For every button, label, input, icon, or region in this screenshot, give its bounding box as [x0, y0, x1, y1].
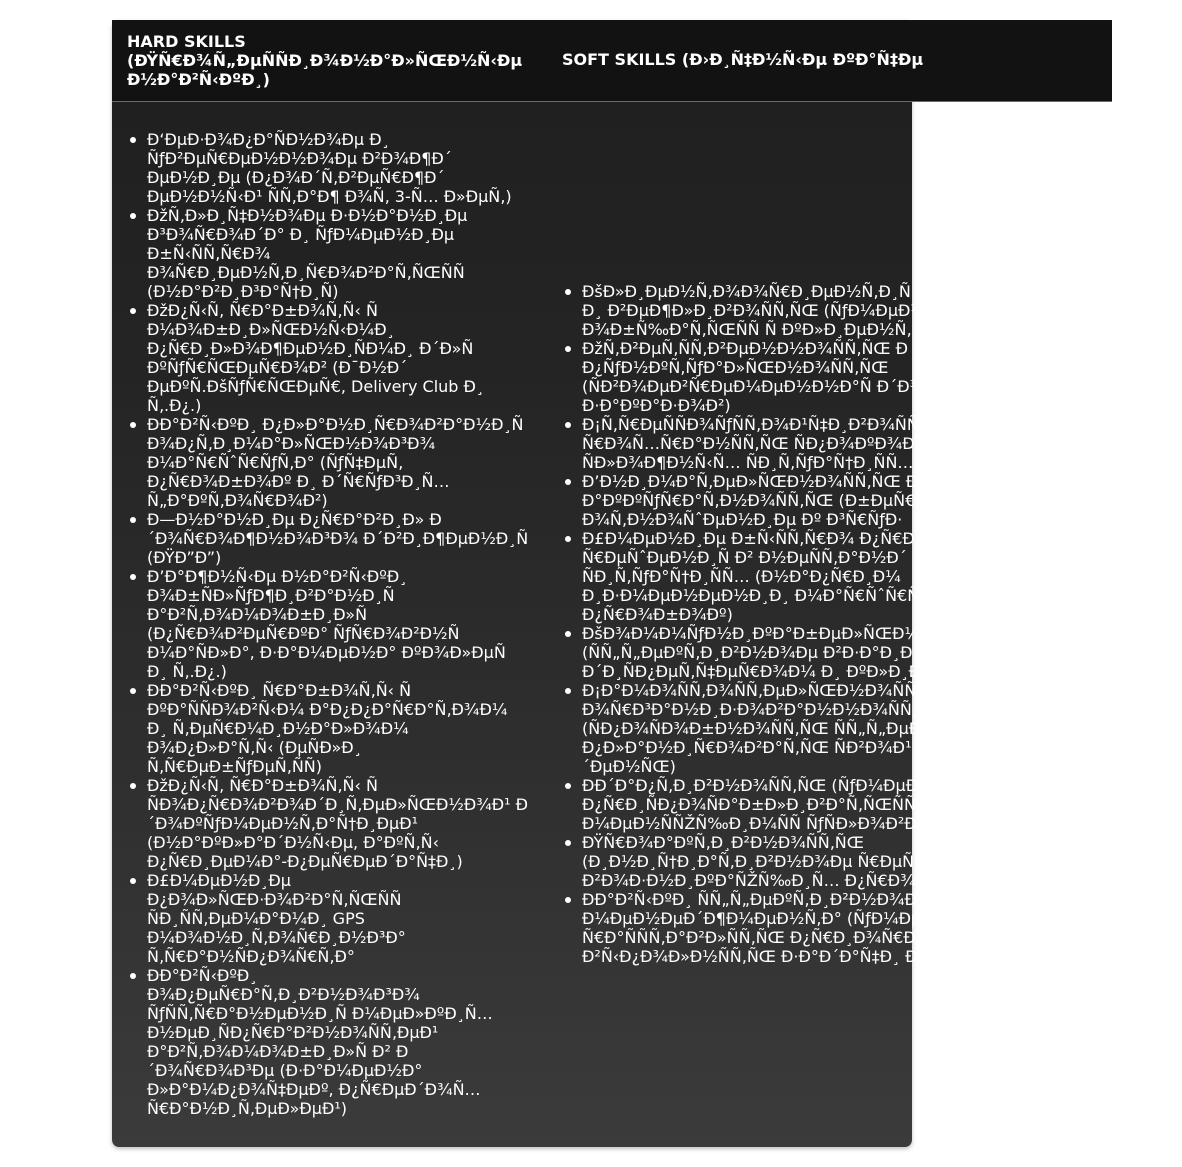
soft-skills-list: [562, 282, 1182, 966]
soft-skill-item: ÐšÐ¾Ð¼Ð¼ÑƒÐ½Ð¸ÐºÐ°Ð±ÐµÐ»ÑŒÐ½Ð¾ÑÑ‚ (ÑÑ„Ñ„ÐµÐºÑ‚Ð¸Ð²Ð½Ð¾Ðµ Ð²Ð·Ð°Ð¸Ð¼ Ð´Ð¸ÑÐ¿ÐµÑ‚Ñ‡ÐµÑ€Ð¾Ð¼ Ð¸ ÐºÐ»Ð¸ÐµÐ½: [562, 624, 1182, 681]
soft-skill-item: ÐŸÑ€Ð¾Ð°ÐºÑ‚Ð¸Ð²Ð½Ð¾ÑÑ‚ÑŒ (Ð¸Ð½Ð¸Ñ†Ð¸Ð°Ñ‚Ð¸Ð²Ð½Ð¾Ðµ Ñ€ÐµÑˆÐµÐ½ Ð²Ð¾Ð·Ð½Ð¸ÐºÐ°ÑŽÑ‰Ð¸Ñ… Ð¿Ñ€Ð¾Ð±: [562, 833, 1182, 890]
hard-skill-item: ÐžÐ¿Ñ‹Ñ‚ Ñ€Ð°Ð±Ð¾Ñ‚Ñ‹ Ñ ÑÐ¾Ð¿Ñ€Ð¾Ð²Ð¾Ð´Ð¸Ñ‚ÐµÐ»ÑŒÐ½Ð¾Ð¹ Ð ´Ð¾ÐºÑƒÐ¼ÐµÐ½Ñ‚Ð°Ñ†Ð¸ÐµÐ¹ (Ð½Ð°ÐºÐ»Ð°Ð´Ð½Ñ‹Ðµ, Ð°ÐºÑ‚Ñ‹ Ð¿Ñ€Ð¸ÐµÐ¼Ð°-Ð¿ÐµÑ€ÐµÐ´Ð°Ñ‡Ð¸): [127, 776, 537, 871]
soft-skill-item: Ð£Ð¼ÐµÐ½Ð¸Ðµ Ð±Ñ‹ÑÑ‚Ñ€Ð¾ Ð¿Ñ€Ð¸ Ñ€ÐµÑˆÐµÐ½Ð¸Ñ Ð² Ð½ÐµÑÑ‚Ð°Ð½Ð´ ÑÐ¸Ñ‚ÑƒÐ°Ñ†Ð¸ÑÑ… (Ð½Ð°Ð¿Ñ€Ð¸Ð¼ Ð¸Ð·Ð¼ÐµÐ½ÐµÐ½Ð¸Ð¸ Ð¼Ð°Ñ€ÑˆÑ€ÑƒÑ‚Ð° Ð¿Ñ€Ð¾Ð±Ð¾Ðº): [562, 529, 1182, 624]
hard-skill-item: Ð‘ÐµÐ·Ð¾Ð¿Ð°ÑÐ½Ð¾Ðµ Ð¸ ÑƒÐ²ÐµÑ€ÐµÐ½Ð½Ð¾Ðµ Ð²Ð¾Ð¶Ð´ ÐµÐ½Ð¸Ðµ (Ð¿Ð¾Ð´Ñ‚Ð²ÐµÑ€Ð¶Ð´ ÐµÐ½Ð½Ñ‹Ð¹ ÑÑ‚Ð°Ð¶ Ð¾Ñ‚ 3-Ñ… Ð»ÐµÑ‚): [127, 130, 537, 206]
soft-skill-item: Ð’Ð½Ð¸Ð¼Ð°Ñ‚ÐµÐ»ÑŒÐ½Ð¾ÑÑ‚ÑŒ Ðº Ð°ÐºÐºÑƒÑ€Ð°Ñ‚Ð½Ð¾ÑÑ‚ÑŒ (Ð±ÐµÑ€ÐµÐ¶ Ð¾Ñ‚Ð½Ð¾ÑˆÐµÐ½Ð¸Ðµ Ðº Ð³Ñ€ÑƒÐ·: [562, 472, 1182, 529]
hard-skill-item: ÐÐ°Ð²Ñ‹ÐºÐ¸ Ð¾Ð¿ÐµÑ€Ð°Ñ‚Ð¸Ð²Ð½Ð¾Ð³Ð¾ ÑƒÑÑ‚Ñ€Ð°Ð½ÐµÐ½Ð¸Ñ Ð¼ÐµÐ»ÐºÐ¸Ñ… Ð½ÐµÐ¸ÑÐ¿Ñ€Ð°Ð²Ð½Ð¾ÑÑ‚ÐµÐ¹ Ð°Ð²Ñ‚Ð¾Ð¼Ð¾Ð±Ð¸Ð»Ñ Ð² Ð ´Ð¾Ñ€Ð¾Ð³Ðµ (Ð·Ð°Ð¼ÐµÐ½Ð° Ð»Ð°Ð¼Ð¿Ð¾Ñ‡ÐµÐº, Ð¿Ñ€ÐµÐ´Ð¾Ñ… Ñ€Ð°Ð½Ð¸Ñ‚ÐµÐ»ÐµÐ¹): [127, 966, 537, 1118]
hard-skill-item: ÐžÐ¿Ñ‹Ñ‚ Ñ€Ð°Ð±Ð¾Ñ‚Ñ‹ Ñ Ð¼Ð¾Ð±Ð¸Ð»ÑŒÐ½Ñ‹Ð¼Ð¸ Ð¿Ñ€Ð¸Ð»Ð¾Ð¶ÐµÐ½Ð¸ÑÐ¼Ð¸ Ð´Ð»Ñ ÐºÑƒÑ€ÑŒÐµÑ€Ð¾Ð² (Ð¯Ð½Ð´ ÐµÐºÑ.ÐšÑƒÑ€ÑŒÐµÑ€, Delivery Club Ð¸ Ñ‚.Ð¿.): [127, 301, 537, 415]
hard-skill-item: Ð£Ð¼ÐµÐ½Ð¸Ðµ Ð¿Ð¾Ð»ÑŒÐ·Ð¾Ð²Ð°Ñ‚ÑŒÑÑ ÑÐ¸ÑÑ‚ÐµÐ¼Ð°Ð¼Ð¸ GPS Ð¼Ð¾Ð½Ð¸Ñ‚Ð¾Ñ€Ð¸Ð½Ð³Ð° Ñ‚Ñ€Ð°Ð½ÑÐ¿Ð¾Ñ€Ñ‚Ð°: [127, 871, 537, 966]
soft-skill-item: ÐÐ°Ð²Ñ‹ÐºÐ¸ ÑÑ„Ñ„ÐµÐºÑ‚Ð¸Ð²Ð½Ð¾Ð³ Ð¼ÐµÐ½ÐµÐ´Ð¶Ð¼ÐµÐ½Ñ‚Ð° (ÑƒÐ¼ÐµÐ½Ð¸ Ñ€Ð°ÑÑÑ‚Ð°Ð²Ð»ÑÑ‚ÑŒ Ð¿Ñ€Ð¸Ð¾Ñ€Ð¸Ñ‚ Ð²Ñ‹Ð¿Ð¾Ð»Ð½ÑÑ‚ÑŒ Ð·Ð°Ð´Ð°Ñ‡Ð¸ Ð²: [562, 890, 1182, 966]
soft-skills-header: SOFT SKILLS (Ð›Ð¸Ñ‡Ð½Ñ‹Ðµ ÐºÐ°Ñ‡Ðµ: [562, 50, 924, 69]
soft-skill-item: ÐÐ´Ð°Ð¿Ñ‚Ð¸Ð²Ð½Ð¾ÑÑ‚ÑŒ (ÑƒÐ¼ÐµÐ½Ð¸ Ð¿Ñ€Ð¸ÑÐ¿Ð¾ÑÐ°Ð±Ð»Ð¸Ð²Ð°Ñ‚ÑŒÑÑ Ð¼ÐµÐ½ÑÑŽÑ‰Ð¸Ð¼ÑÑ ÑƒÑÐ»Ð¾Ð²Ð¸: [562, 776, 1182, 833]
hard-skill-item: Ð—Ð½Ð°Ð½Ð¸Ðµ Ð¿Ñ€Ð°Ð²Ð¸Ð» Ð ´Ð¾Ñ€Ð¾Ð¶Ð½Ð¾Ð³Ð¾ Ð´Ð²Ð¸Ð¶ÐµÐ½Ð¸Ñ (ÐŸÐ”Ð”): [127, 510, 537, 567]
hard-skill-item: Ð’Ð°Ð¶Ð½Ñ‹Ðµ Ð½Ð°Ð²Ñ‹ÐºÐ¸ Ð¾Ð±ÑÐ»ÑƒÐ¶Ð¸Ð²Ð°Ð½Ð¸Ñ Ð°Ð²Ñ‚Ð¾Ð¼Ð¾Ð±Ð¸Ð»Ñ (Ð¿Ñ€Ð¾Ð²ÐµÑ€ÐºÐ° ÑƒÑ€Ð¾Ð²Ð½Ñ Ð¼Ð°ÑÐ»Ð°, Ð·Ð°Ð¼ÐµÐ½Ð° ÐºÐ¾Ð»ÐµÑ Ð¸ Ñ‚.Ð¿.): [127, 567, 537, 681]
hard-skill-item: ÐÐ°Ð²Ñ‹ÐºÐ¸ Ð¿Ð»Ð°Ð½Ð¸Ñ€Ð¾Ð²Ð°Ð½Ð¸Ñ Ð¾Ð¿Ñ‚Ð¸Ð¼Ð°Ð»ÑŒÐ½Ð¾Ð³Ð¾ Ð¼Ð°Ñ€ÑˆÑ€ÑƒÑ‚Ð° (ÑƒÑ‡ÐµÑ‚ Ð¿Ñ€Ð¾Ð±Ð¾Ðº Ð¸ Ð´Ñ€ÑƒÐ³Ð¸Ñ… Ñ„Ð°ÐºÑ‚Ð¾Ñ€Ð¾Ð²): [127, 415, 537, 510]
hard-skill-item: ÐžÑ‚Ð»Ð¸Ñ‡Ð½Ð¾Ðµ Ð·Ð½Ð°Ð½Ð¸Ðµ Ð³Ð¾Ñ€Ð¾Ð´Ð° Ð¸ ÑƒÐ¼ÐµÐ½Ð¸Ðµ Ð±Ñ‹ÑÑ‚Ñ€Ð¾ Ð¾Ñ€Ð¸ÐµÐ½Ñ‚Ð¸Ñ€Ð¾Ð²Ð°Ñ‚ÑŒÑÑ (Ð½Ð°Ð²Ð¸Ð³Ð°Ñ†Ð¸Ñ): [127, 206, 537, 301]
skills-table: [112, 20, 977, 1147]
hard-skills-list: [127, 130, 537, 1118]
table-header: [112, 20, 1112, 102]
soft-skill-item: ÐšÐ»Ð¸ÐµÐ½Ñ‚Ð¾Ð¾Ñ€Ð¸ÐµÐ½Ñ‚Ð¸Ñ Ð¸ Ð²ÐµÐ¶Ð»Ð¸Ð²Ð¾ÑÑ‚ÑŒ (ÑƒÐ¼ÐµÐ½Ð¸ Ð¾Ð±Ñ‰Ð°Ñ‚ÑŒÑÑ Ñ ÐºÐ»Ð¸ÐµÐ½Ñ‚: [562, 282, 1182, 339]
soft-skill-item: ÐžÑ‚Ð²ÐµÑ‚ÑÑ‚Ð²ÐµÐ½Ð½Ð¾ÑÑ‚ÑŒ Ð Ð¿ÑƒÐ½ÐºÑ‚ÑƒÐ°Ð»ÑŒÐ½Ð¾ÑÑ‚ÑŒ (ÑÐ²Ð¾ÐµÐ²Ñ€ÐµÐ¼ÐµÐ½Ð½Ð°Ñ Ð´Ð¾ Ð·Ð°ÐºÐ°Ð·Ð¾Ð²): [562, 339, 1182, 415]
hard-skills-header: HARD SKILLS (ÐŸÑ€Ð¾Ñ„ÐµÑÑÐ¸Ð¾Ð½Ð°Ð»ÑŒÐ½Ñ‹Ðµ Ð½Ð°Ð²Ñ‹ÐºÐ¸): [127, 32, 523, 89]
soft-skill-item: Ð¡Ñ‚Ñ€ÐµÑÑÐ¾ÑƒÑÑ‚Ð¾Ð¹Ñ‡Ð¸Ð²Ð¾ÑÑ Ñ€Ð¾Ñ…Ñ€Ð°Ð½ÑÑ‚ÑŒ ÑÐ¿Ð¾ÐºÐ¾Ð¹ ÑÐ»Ð¾Ð¶Ð½Ñ‹Ñ… ÑÐ¸Ñ‚ÑƒÐ°Ñ†Ð¸ÑÑ…: [562, 415, 1182, 472]
soft-skill-item: Ð¡Ð°Ð¼Ð¾ÑÑ‚Ð¾ÑÑ‚ÐµÐ»ÑŒÐ½Ð¾ÑÑ‚ÑŒ Ð¾Ñ€Ð³Ð°Ð½Ð¸Ð·Ð¾Ð²Ð°Ð½Ð½Ð¾ÑÑ‚ÑŒ (ÑÐ¿Ð¾ÑÐ¾Ð±Ð½Ð¾ÑÑ‚ÑŒ ÑÑ„Ñ„ÐµÐºÑ‚ Ð¿Ð»Ð°Ð½Ð¸Ñ€Ð¾Ð²Ð°Ñ‚ÑŒ ÑÐ²Ð¾Ð¹ ´ÐµÐ½ÑŒ): [562, 681, 1182, 776]
hard-skill-item: ÐÐ°Ð²Ñ‹ÐºÐ¸ Ñ€Ð°Ð±Ð¾Ñ‚Ñ‹ Ñ ÐºÐ°ÑÑÐ¾Ð²Ñ‹Ð¼ Ð°Ð¿Ð¿Ð°Ñ€Ð°Ñ‚Ð¾Ð¼ Ð¸ Ñ‚ÐµÑ€Ð¼Ð¸Ð½Ð°Ð»Ð¾Ð¼ Ð¾Ð¿Ð»Ð°Ñ‚Ñ‹ (ÐµÑÐ»Ð¸ Ñ‚Ñ€ÐµÐ±ÑƒÐµÑ‚ÑÑ): [127, 681, 537, 776]
